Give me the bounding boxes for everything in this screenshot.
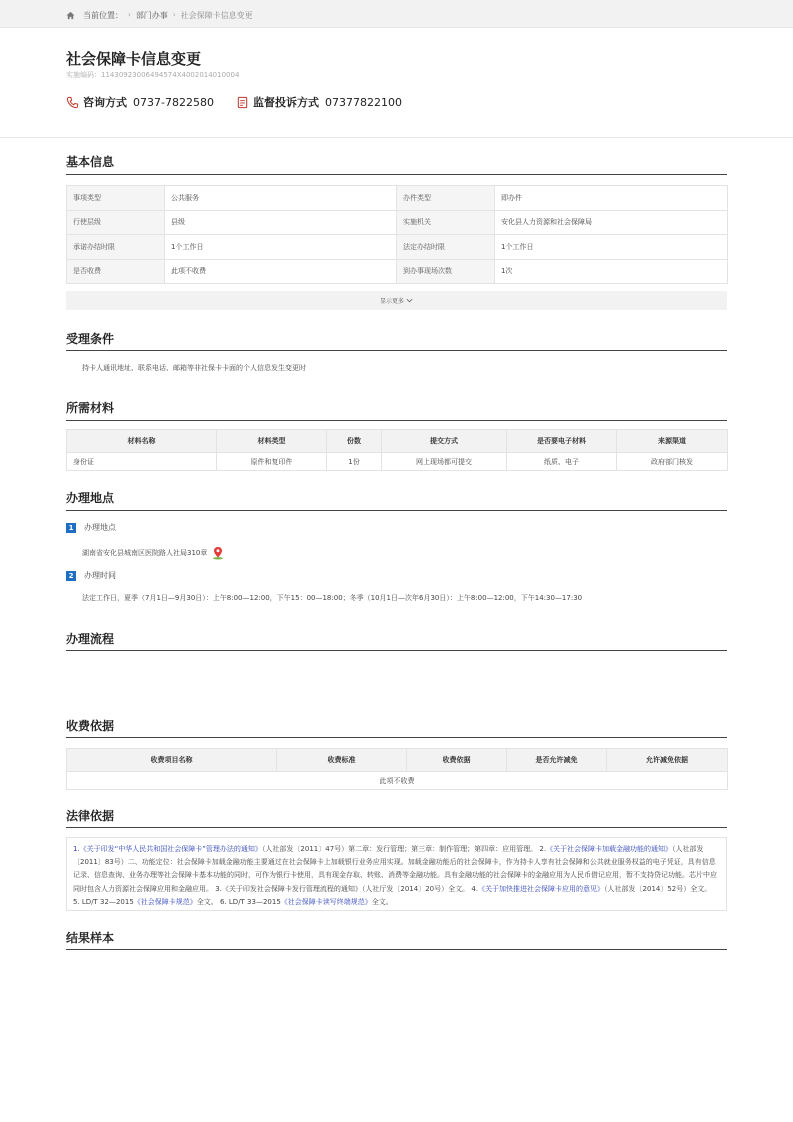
table-row <box>67 210 728 235</box>
materials-table <box>66 429 728 471</box>
place-subheading <box>66 522 116 533</box>
step-number-badge: 2 <box>66 571 76 581</box>
fees-title: 收费依据 <box>66 719 115 733</box>
section-divider <box>66 350 727 351</box>
column-header: 提交方式 <box>382 430 507 453</box>
field-value: 1次 <box>495 259 728 284</box>
time-subheading <box>66 570 116 581</box>
field-value: 安化县人力资源和社会保障局 <box>495 210 728 235</box>
consult-phone: 0737-7822580 <box>133 95 214 109</box>
column-header: 来源渠道 <box>617 430 728 453</box>
column-header: 材料类型 <box>217 430 327 453</box>
complaint-phone: 07377822100 <box>324 95 402 109</box>
field-label: 是否收费 <box>67 259 165 284</box>
law-text: （人社部发〔2014〕52号）全文。 5. LD/T 32—2015 <box>73 884 712 906</box>
time-label: 办理时间 <box>84 571 116 580</box>
fees-table <box>66 748 728 790</box>
field-value: 公共服务 <box>165 186 397 211</box>
breadcrumb <box>66 9 253 21</box>
table-header-row <box>67 430 728 453</box>
consult-contact <box>66 94 214 110</box>
law-text: （人社部发〔2011〕47号）第二章：发行管理；第三章：制作管理；第四章：应用管理。 2. <box>261 845 547 853</box>
process-title: 办理流程 <box>66 632 115 646</box>
field-value: 1个工作日 <box>165 235 397 260</box>
law-link[interactable]: 《关于社会保障卡加载金融功能的通知》 <box>546 845 673 853</box>
table-row <box>67 235 728 260</box>
material-name: 身份证 <box>67 453 217 471</box>
basic-info-table <box>66 185 728 284</box>
law-link[interactable]: 《社会保障卡规范》 <box>133 897 197 906</box>
section-divider <box>66 174 727 175</box>
field-value: 此项不收费 <box>165 259 397 284</box>
table-header-row <box>67 749 728 772</box>
map-pin-icon[interactable] <box>211 546 225 560</box>
field-value: 即办件 <box>495 186 728 211</box>
phone-icon <box>66 96 79 109</box>
chevron-down-icon <box>406 297 413 304</box>
material-count: 1份 <box>327 453 382 471</box>
section-divider <box>66 949 727 950</box>
law-text: 全文。 6. LD/T 33—2015 <box>196 897 281 906</box>
law-text: （人社部发〔2011〕83号）二、功能定位：社会保障卡加载金融功能主要通过在社会保障卡上加载银行业务应用实现。加载金融功能后的社会保障卡，作为持卡人享有社会保障和公共就业服务权益的电子凭证，具有信息记录、信息查询、业务办理等社会保障卡基本功能的同时，可作为银行卡使用，具有现金存取、转账、消费等金融功能。具有金融功能的社会保障卡的金融应用为人民币借记应用，暂不支持贷记功能。芯片中应同时包含人力资源社会保障应用和金融应用。 3.《关于印发社会保障卡发行管理流程的通知》（人社厅发〔2014〕20号）全文。 4. <box>73 845 717 893</box>
material-type: 原件和复印件 <box>217 453 327 471</box>
column-header: 是否允许减免 <box>507 749 607 772</box>
material-submit-method: 网上现场都可提交 <box>382 453 507 471</box>
law-link[interactable]: 1.《关于印发“中华人民共和国社会保障卡”管理办法的通知》 <box>73 845 262 853</box>
section-divider <box>66 737 727 738</box>
breadcrumb-bar <box>0 0 793 28</box>
section-divider <box>66 650 727 651</box>
complaint-contact <box>236 94 402 110</box>
complaint-icon <box>236 96 249 109</box>
conditions-text: 持卡人通讯地址、联系电话、邮箱等非社保卡卡面的个人信息发生变更时 <box>82 364 306 372</box>
section-divider <box>66 420 727 421</box>
page-header <box>0 28 793 138</box>
field-label: 到办事现场次数 <box>397 259 495 284</box>
step-number-badge: 1 <box>66 523 76 533</box>
section-divider <box>66 510 727 511</box>
page-title: 社会保障卡信息变更 <box>66 50 202 68</box>
office-hours: 法定工作日，夏季（7月1日—9月30日）：上午8:00—12:00，下午15：00—18:00；冬季（10月1日—次年6月30日）：上午8:00—12:00，下午14:30—17:30 <box>82 594 583 602</box>
table-row <box>67 453 728 471</box>
column-header: 材料名称 <box>67 430 217 453</box>
contact-info <box>66 94 424 110</box>
column-header: 收费依据 <box>407 749 507 772</box>
basic-info-title: 基本信息 <box>66 155 115 169</box>
implementation-code: 实施编码：11430923006494574X4002014010004 <box>66 71 240 79</box>
field-value: 县级 <box>165 210 397 235</box>
column-header: 份数 <box>327 430 382 453</box>
consult-label: 咨询方式 <box>83 96 127 109</box>
legal-basis-text <box>66 837 727 911</box>
column-header: 收费项目名称 <box>67 749 277 772</box>
table-row <box>67 772 728 790</box>
conditions-title: 受理条件 <box>66 332 115 346</box>
breadcrumb-item-department[interactable]: 部门办事 <box>135 10 168 20</box>
place-address: 湖南省安化县城南区医院路人社局310章 <box>82 549 208 557</box>
field-label: 行使层级 <box>67 210 165 235</box>
field-label: 实施机关 <box>397 210 495 235</box>
field-label: 事项类型 <box>67 186 165 211</box>
material-electronic: 纸质、电子 <box>507 453 617 471</box>
breadcrumb-label: 当前位置： <box>83 10 123 20</box>
location-title: 办理地点 <box>66 491 115 505</box>
column-header: 允许减免依据 <box>607 749 728 772</box>
material-source: 政府部门核发 <box>617 453 728 471</box>
field-label: 法定办结时限 <box>397 235 495 260</box>
law-text: 全文。 <box>371 897 393 906</box>
field-value: 1个工作日 <box>495 235 728 260</box>
law-link[interactable]: 《社会保障卡读写终端规范》 <box>280 897 372 906</box>
section-divider <box>66 827 727 828</box>
table-row <box>67 186 728 211</box>
chevron-right-icon: › <box>128 11 131 19</box>
materials-title: 所需材料 <box>66 401 115 415</box>
show-more-label: 显示更多 <box>379 298 404 305</box>
column-header: 是否要电子材料 <box>507 430 617 453</box>
place-label: 办理地点 <box>84 523 116 532</box>
complaint-label: 监督投诉方式 <box>252 96 319 109</box>
field-label: 办件类型 <box>397 186 495 211</box>
home-icon[interactable] <box>66 11 75 20</box>
show-more-button[interactable] <box>66 291 727 310</box>
law-title: 法律依据 <box>66 809 115 823</box>
result-sample-title: 结果样本 <box>66 931 115 945</box>
place-row <box>82 546 225 560</box>
field-label: 承诺办结时限 <box>67 235 165 260</box>
chevron-right-icon: › <box>172 11 176 19</box>
column-header: 收费标准 <box>277 749 407 772</box>
table-row <box>67 259 728 284</box>
breadcrumb-item-current: 社会保障卡信息变更 <box>180 10 253 20</box>
law-link[interactable]: 《关于加快推进社会保障卡应用的意见》 <box>478 884 605 893</box>
fees-empty-message: 此项不收费 <box>67 772 728 790</box>
